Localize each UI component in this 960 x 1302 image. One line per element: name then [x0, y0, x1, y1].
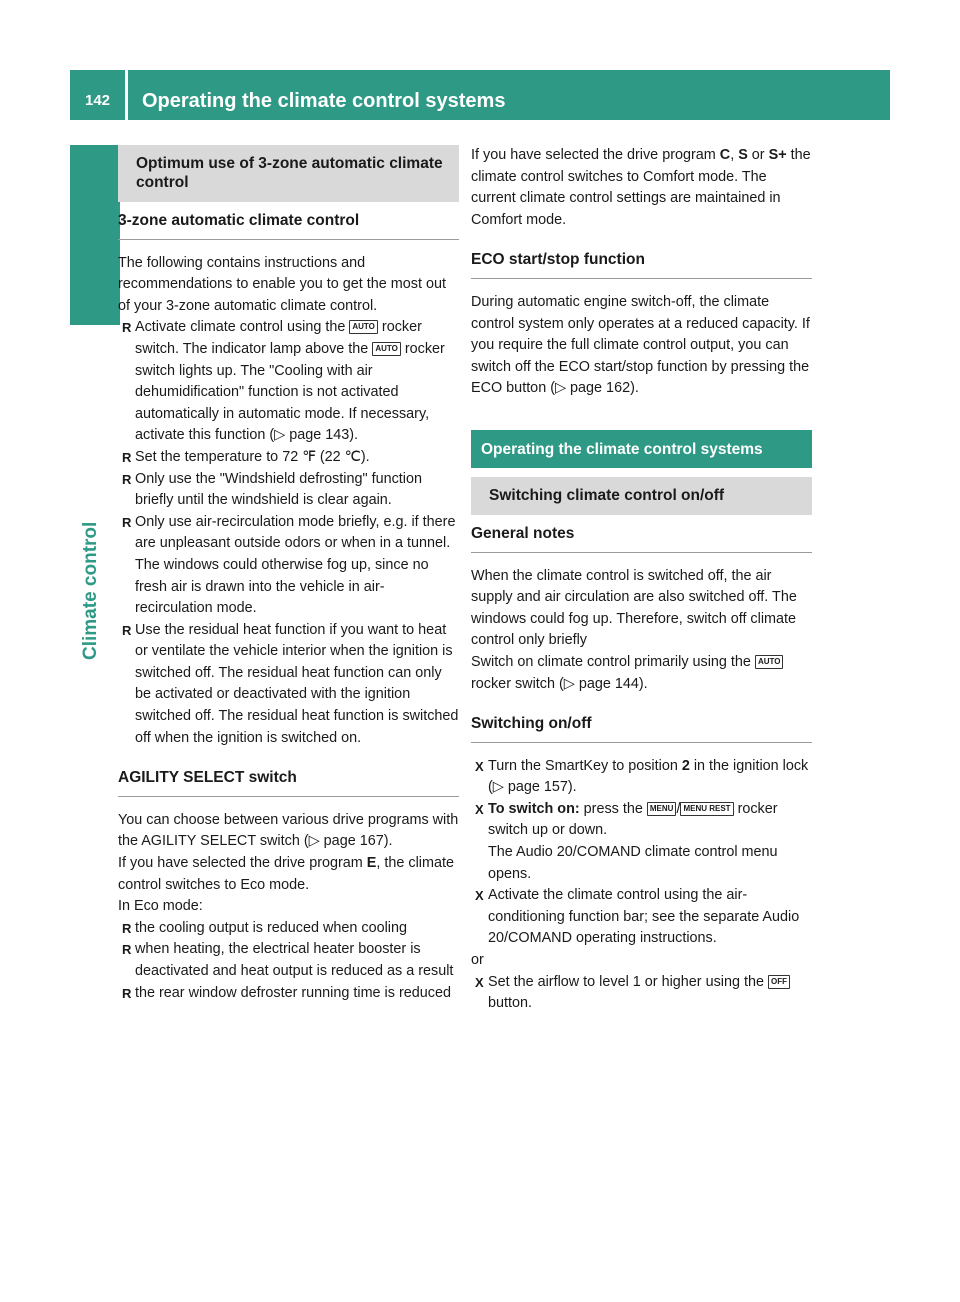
paragraph: You can choose between various drive programs with the AGILITY SELECT switch (▷ page 167). [118, 811, 459, 850]
section-green-title: Operating the climate control systems [471, 430, 812, 468]
list-item: X Set the airflow to level 1 or higher using the OFF button. [471, 972, 812, 1015]
bullet-marker: R [122, 320, 132, 336]
side-tab [70, 145, 120, 325]
auto-icon: AUTO [349, 320, 378, 334]
bullet-marker: R [122, 471, 132, 487]
bullet-marker: R [122, 942, 132, 958]
auto-icon: AUTO [372, 342, 401, 356]
section-box-title: Optimum use of 3-zone automatic climate control [118, 145, 459, 202]
paragraph: Switch on climate control primarily using the AUTO rocker switch (▷ page 144). [471, 652, 812, 695]
rear-defrost-icon: OFF [768, 975, 790, 989]
list-item: R the cooling output is reduced when cooling [118, 918, 459, 940]
paragraph: If you have selected the drive program E, the climate control switches to Eco mode. [118, 855, 454, 893]
subheading-general: General notes [471, 515, 812, 553]
list-item: X Turn the SmartKey to position 2 in the ignition lock (▷ page 157). [475, 757, 809, 796]
list-item: X Activate the climate control using the air-conditioning function bar; see the separate Audio 20/COMAND operating instructions. [475, 887, 800, 947]
list-item: R the rear window defroster running time is reduced [118, 983, 459, 1005]
subheading-agility: AGILITY SELECT switch [118, 759, 459, 797]
arrow-icon: X [475, 758, 484, 774]
page-title: Operating the climate control systems [142, 90, 506, 112]
menu-icon: MENU [647, 802, 677, 816]
paragraph: During automatic engine switch-off, the climate control system only operates at a reduced capacity. If you require the full climate control output, you can switch off the ECO start/stop function by pressing the ECO button (▷ page 162). [471, 293, 810, 397]
arrow-icon: X [475, 974, 484, 990]
paragraph: When the climate control is switched off, the air supply and air circulation are also switched off. The windows could fog up. Therefore, switch off climate control only briefly [471, 567, 797, 649]
list-item: R Only use the "Windshield defrosting" function briefly until the windshield is clear again. [122, 470, 422, 509]
subheading-eco: ECO start/stop function [471, 241, 812, 279]
subheading-switching: Switching on/off [471, 705, 812, 743]
list-item: X To switch on: press the MENU / MENU REST rocker switch up or down. The Audio 20/COMAND climate control menu opens. [475, 800, 778, 882]
bullet-marker: R [122, 920, 132, 936]
list-item: R Use the residual heat function if you want to heat or ventilate the vehicle interior when the ignition is switched off. The residual heat function can only be activated or deactivated with the ignition switched off. The residual heat function is switched off when the ignition is switched on. [122, 621, 459, 746]
list-item: R Only use air-recirculation mode briefly, e.g. if there are unpleasant outside odors or when in a tunnel. The windows could otherwise fog up, since no fresh air is drawn into the vehicle in air-recirculation mode. [122, 513, 456, 617]
right-column [471, 145, 812, 1015]
paragraph: In Eco mode: [118, 898, 203, 915]
page-number: 142 [84, 92, 111, 109]
bullet-marker: R [122, 622, 132, 638]
subheading-3zone: 3-zone automatic climate control [118, 202, 459, 240]
list-item: R when heating, the electrical heater booster is deactivated and heat output is reduced as a result [122, 941, 454, 979]
list-item: R Activate climate control using the AUTO rocker switch. The indicator lamp above the AUTO rocker switch lights up. The "Cooling with air dehumidification" function is not activated automatically in automatic mode. If necessary, activate this function (▷ page 143). [122, 319, 445, 444]
arrow-icon: X [475, 801, 484, 817]
bullet-marker: R [122, 514, 132, 530]
paragraph: or [471, 952, 484, 969]
header-divider [125, 70, 128, 120]
arrow-icon: X [475, 888, 484, 904]
left-column [118, 145, 459, 1004]
list-item: R Set the temperature to 72 ℉ (22 ℃). [118, 447, 459, 469]
bullet-marker: R [122, 449, 132, 465]
section-box-title: Switching climate control on/off [471, 477, 812, 515]
paragraph: If you have selected the drive program C, S or S+ the climate control switches to Comfort mode. The current climate control settings are maintained in Comfort mode. [471, 147, 811, 228]
intro-paragraph: The following contains instructions and recommendations to enable you to get the most out of your 3-zone automatic climate control. [118, 254, 446, 314]
bullet-marker: R [122, 985, 132, 1001]
menu-rest-icon: MENU REST [680, 802, 733, 816]
auto-icon: AUTO [755, 655, 784, 669]
side-label: Climate control [80, 521, 101, 660]
